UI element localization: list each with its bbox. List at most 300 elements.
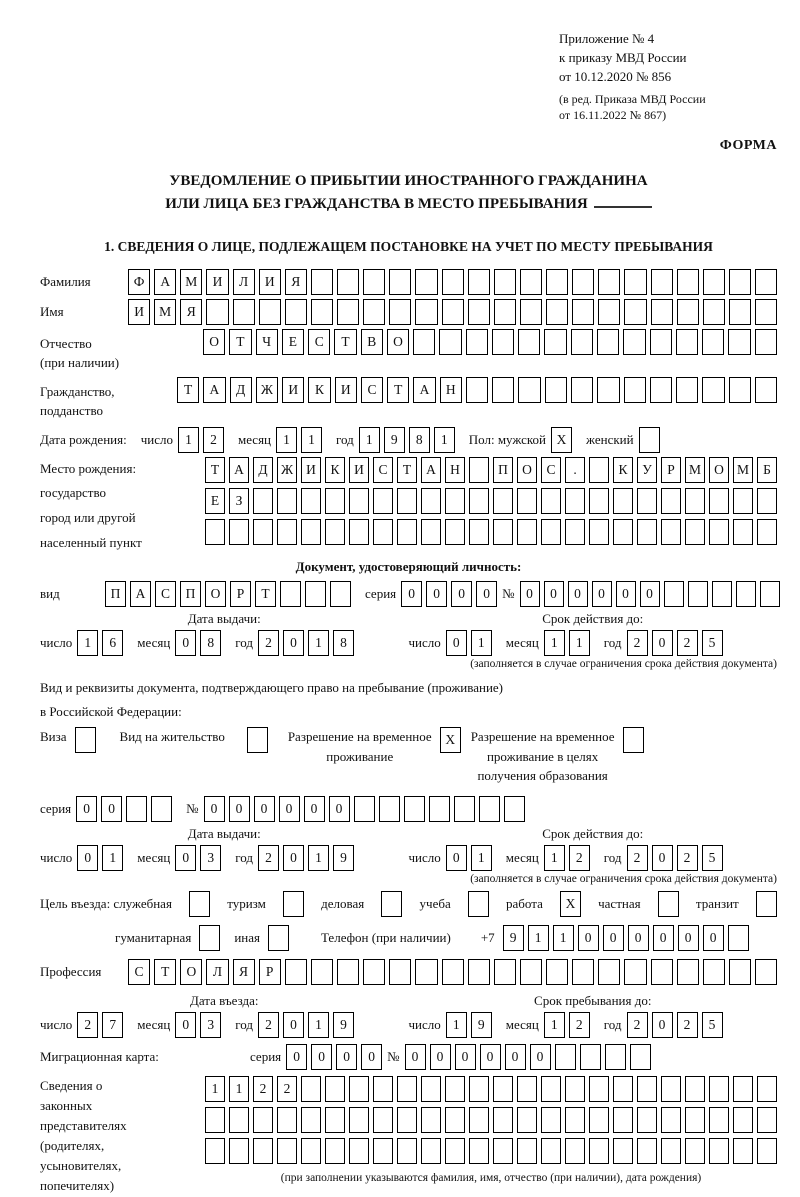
char-cell[interactable]: [389, 269, 411, 295]
char-cell[interactable]: [349, 488, 369, 514]
char-cell[interactable]: [733, 1076, 753, 1102]
char-cell[interactable]: [605, 1044, 626, 1070]
char-cell[interactable]: 0: [336, 1044, 357, 1070]
char-cell[interactable]: [637, 1076, 657, 1102]
char-cell[interactable]: [454, 796, 475, 822]
char-cell[interactable]: 0: [175, 1012, 196, 1038]
char-cell[interactable]: 0: [361, 1044, 382, 1070]
char-cell[interactable]: 1: [544, 845, 565, 871]
char-cell[interactable]: [546, 269, 568, 295]
char-cell[interactable]: [379, 796, 400, 822]
char-cell[interactable]: [397, 1138, 417, 1164]
char-cell[interactable]: [325, 1076, 345, 1102]
char-cell[interactable]: 1: [308, 1012, 329, 1038]
char-cell[interactable]: 0: [426, 581, 447, 607]
char-cell[interactable]: [253, 1107, 273, 1133]
char-cell[interactable]: 9: [503, 925, 524, 951]
char-cell[interactable]: Л: [233, 269, 255, 295]
char-cell[interactable]: [685, 1138, 705, 1164]
char-cell[interactable]: [466, 377, 488, 403]
char-cell[interactable]: [253, 1138, 273, 1164]
char-cell[interactable]: [685, 488, 705, 514]
char-cell[interactable]: 0: [283, 1012, 304, 1038]
char-cell[interactable]: [373, 1076, 393, 1102]
char-cell[interactable]: [650, 329, 672, 355]
char-cell[interactable]: [630, 1044, 651, 1070]
char-cell[interactable]: 0: [254, 796, 275, 822]
char-cell[interactable]: 2: [277, 1076, 297, 1102]
char-cell[interactable]: 0: [430, 1044, 451, 1070]
char-cell[interactable]: [755, 377, 777, 403]
char-cell[interactable]: [520, 299, 542, 325]
char-cell[interactable]: [637, 1107, 657, 1133]
char-cell[interactable]: [277, 488, 297, 514]
char-cell[interactable]: 0: [304, 796, 325, 822]
purpose-tourism-checkbox[interactable]: [283, 891, 304, 917]
char-cell[interactable]: 0: [279, 796, 300, 822]
char-cell[interactable]: [520, 269, 542, 295]
char-cell[interactable]: А: [229, 457, 249, 483]
char-cell[interactable]: [468, 299, 490, 325]
char-cell[interactable]: [757, 1076, 777, 1102]
char-cell[interactable]: [541, 1076, 561, 1102]
char-cell[interactable]: [702, 377, 724, 403]
char-cell[interactable]: 0: [101, 796, 122, 822]
char-cell[interactable]: [589, 519, 609, 545]
char-cell[interactable]: [325, 1138, 345, 1164]
char-cell[interactable]: В: [361, 329, 383, 355]
char-cell[interactable]: 0: [455, 1044, 476, 1070]
char-cell[interactable]: [733, 1107, 753, 1133]
char-cell[interactable]: [571, 329, 593, 355]
char-cell[interactable]: 8: [200, 630, 221, 656]
char-cell[interactable]: [415, 269, 437, 295]
char-cell[interactable]: П: [493, 457, 513, 483]
char-cell[interactable]: 1: [77, 630, 98, 656]
char-cell[interactable]: [755, 269, 777, 295]
char-cell[interactable]: И: [301, 457, 321, 483]
char-cell[interactable]: [330, 581, 351, 607]
char-cell[interactable]: [397, 519, 417, 545]
char-cell[interactable]: [729, 959, 751, 985]
char-cell[interactable]: [397, 488, 417, 514]
char-cell[interactable]: 9: [333, 845, 354, 871]
char-cell[interactable]: [429, 796, 450, 822]
char-cell[interactable]: 0: [311, 1044, 332, 1070]
char-cell[interactable]: [565, 1138, 585, 1164]
char-cell[interactable]: [469, 1076, 489, 1102]
char-cell[interactable]: 0: [286, 1044, 307, 1070]
char-cell[interactable]: 0: [578, 925, 599, 951]
char-cell[interactable]: Р: [259, 959, 281, 985]
char-cell[interactable]: [494, 269, 516, 295]
char-cell[interactable]: 2: [258, 845, 279, 871]
char-cell[interactable]: Д: [230, 377, 252, 403]
char-cell[interactable]: [492, 329, 514, 355]
char-cell[interactable]: [729, 269, 751, 295]
char-cell[interactable]: [589, 457, 609, 483]
char-cell[interactable]: [301, 1076, 321, 1102]
char-cell[interactable]: [613, 1138, 633, 1164]
char-cell[interactable]: 2: [258, 630, 279, 656]
char-cell[interactable]: [709, 519, 729, 545]
char-cell[interactable]: [709, 1107, 729, 1133]
char-cell[interactable]: О: [205, 581, 226, 607]
char-cell[interactable]: [493, 519, 513, 545]
char-cell[interactable]: 8: [409, 427, 430, 453]
char-cell[interactable]: [517, 519, 537, 545]
char-cell[interactable]: [589, 1138, 609, 1164]
char-cell[interactable]: [565, 1107, 585, 1133]
char-cell[interactable]: Р: [661, 457, 681, 483]
char-cell[interactable]: К: [308, 377, 330, 403]
char-cell[interactable]: [520, 959, 542, 985]
char-cell[interactable]: [613, 1107, 633, 1133]
char-cell[interactable]: [397, 1076, 417, 1102]
char-cell[interactable]: 2: [677, 1012, 698, 1038]
char-cell[interactable]: 0: [544, 581, 564, 607]
char-cell[interactable]: [311, 959, 333, 985]
char-cell[interactable]: [624, 959, 646, 985]
char-cell[interactable]: 0: [653, 925, 674, 951]
char-cell[interactable]: 1: [471, 845, 492, 871]
char-cell[interactable]: [736, 581, 756, 607]
char-cell[interactable]: Т: [334, 329, 356, 355]
char-cell[interactable]: 0: [640, 581, 660, 607]
char-cell[interactable]: [572, 269, 594, 295]
char-cell[interactable]: [151, 796, 172, 822]
purpose-study-checkbox[interactable]: [468, 891, 489, 917]
char-cell[interactable]: [702, 329, 724, 355]
char-cell[interactable]: [624, 269, 646, 295]
char-cell[interactable]: [206, 299, 228, 325]
char-cell[interactable]: 5: [702, 630, 723, 656]
residence-permit-checkbox[interactable]: [247, 727, 268, 753]
char-cell[interactable]: [703, 959, 725, 985]
char-cell[interactable]: 0: [405, 1044, 426, 1070]
char-cell[interactable]: [755, 959, 777, 985]
char-cell[interactable]: [685, 1076, 705, 1102]
char-cell[interactable]: [757, 519, 777, 545]
char-cell[interactable]: 0: [76, 796, 97, 822]
char-cell[interactable]: 1: [308, 845, 329, 871]
char-cell[interactable]: [493, 1107, 513, 1133]
char-cell[interactable]: К: [325, 457, 345, 483]
purpose-delovaya-checkbox[interactable]: [381, 891, 402, 917]
char-cell[interactable]: 0: [628, 925, 649, 951]
char-cell[interactable]: [613, 488, 633, 514]
char-cell[interactable]: [325, 488, 345, 514]
char-cell[interactable]: С: [128, 959, 150, 985]
char-cell[interactable]: [709, 488, 729, 514]
char-cell[interactable]: [469, 457, 489, 483]
char-cell[interactable]: [572, 959, 594, 985]
char-cell[interactable]: М: [685, 457, 705, 483]
char-cell[interactable]: Ч: [256, 329, 278, 355]
char-cell[interactable]: П: [180, 581, 201, 607]
char-cell[interactable]: [728, 329, 750, 355]
char-cell[interactable]: [280, 581, 301, 607]
char-cell[interactable]: 0: [652, 845, 673, 871]
char-cell[interactable]: 3: [200, 845, 221, 871]
char-cell[interactable]: [661, 519, 681, 545]
char-cell[interactable]: [703, 269, 725, 295]
char-cell[interactable]: [301, 1138, 321, 1164]
char-cell[interactable]: 0: [480, 1044, 501, 1070]
char-cell[interactable]: [325, 1107, 345, 1133]
char-cell[interactable]: 1: [553, 925, 574, 951]
char-cell[interactable]: [349, 1138, 369, 1164]
char-cell[interactable]: 0: [175, 845, 196, 871]
purpose-business-checkbox[interactable]: [189, 891, 210, 917]
char-cell[interactable]: 2: [627, 1012, 648, 1038]
char-cell[interactable]: [413, 329, 435, 355]
char-cell[interactable]: [651, 299, 673, 325]
char-cell[interactable]: [205, 1107, 225, 1133]
char-cell[interactable]: [311, 269, 333, 295]
char-cell[interactable]: 1: [276, 427, 297, 453]
char-cell[interactable]: Н: [440, 377, 462, 403]
char-cell[interactable]: [442, 269, 464, 295]
char-cell[interactable]: И: [335, 377, 357, 403]
char-cell[interactable]: [755, 329, 777, 355]
char-cell[interactable]: 1: [178, 427, 199, 453]
char-cell[interactable]: [755, 299, 777, 325]
char-cell[interactable]: 0: [283, 630, 304, 656]
char-cell[interactable]: [651, 959, 673, 985]
char-cell[interactable]: 9: [384, 427, 405, 453]
char-cell[interactable]: [712, 581, 732, 607]
char-cell[interactable]: [205, 519, 225, 545]
char-cell[interactable]: [363, 269, 385, 295]
char-cell[interactable]: [555, 1044, 576, 1070]
char-cell[interactable]: [415, 959, 437, 985]
char-cell[interactable]: [572, 299, 594, 325]
char-cell[interactable]: [277, 1138, 297, 1164]
char-cell[interactable]: [517, 488, 537, 514]
char-cell[interactable]: [703, 299, 725, 325]
char-cell[interactable]: [517, 1076, 537, 1102]
char-cell[interactable]: 1: [102, 845, 123, 871]
char-cell[interactable]: 2: [203, 427, 224, 453]
char-cell[interactable]: [305, 581, 326, 607]
char-cell[interactable]: [676, 329, 698, 355]
char-cell[interactable]: О: [180, 959, 202, 985]
char-cell[interactable]: [421, 488, 441, 514]
char-cell[interactable]: 5: [702, 1012, 723, 1038]
char-cell[interactable]: [589, 488, 609, 514]
char-cell[interactable]: 2: [677, 630, 698, 656]
char-cell[interactable]: Б: [757, 457, 777, 483]
char-cell[interactable]: [733, 519, 753, 545]
char-cell[interactable]: [624, 299, 646, 325]
char-cell[interactable]: [337, 269, 359, 295]
char-cell[interactable]: И: [206, 269, 228, 295]
char-cell[interactable]: Л: [206, 959, 228, 985]
char-cell[interactable]: [354, 796, 375, 822]
char-cell[interactable]: [285, 299, 307, 325]
char-cell[interactable]: [373, 519, 393, 545]
char-cell[interactable]: [277, 1107, 297, 1133]
char-cell[interactable]: 0: [446, 845, 467, 871]
char-cell[interactable]: С: [373, 457, 393, 483]
char-cell[interactable]: [253, 488, 273, 514]
char-cell[interactable]: [664, 581, 684, 607]
char-cell[interactable]: И: [349, 457, 369, 483]
char-cell[interactable]: [729, 299, 751, 325]
char-cell[interactable]: [325, 519, 345, 545]
char-cell[interactable]: [445, 1076, 465, 1102]
char-cell[interactable]: [728, 925, 749, 951]
char-cell[interactable]: [469, 1138, 489, 1164]
char-cell[interactable]: 0: [603, 925, 624, 951]
char-cell[interactable]: С: [155, 581, 176, 607]
char-cell[interactable]: [545, 377, 567, 403]
char-cell[interactable]: О: [709, 457, 729, 483]
char-cell[interactable]: Д: [253, 457, 273, 483]
char-cell[interactable]: 1: [229, 1076, 249, 1102]
char-cell[interactable]: А: [130, 581, 151, 607]
char-cell[interactable]: [494, 959, 516, 985]
char-cell[interactable]: [493, 1076, 513, 1102]
char-cell[interactable]: 1: [308, 630, 329, 656]
char-cell[interactable]: [541, 1107, 561, 1133]
char-cell[interactable]: [685, 1107, 705, 1133]
char-cell[interactable]: У: [637, 457, 657, 483]
char-cell[interactable]: [541, 1138, 561, 1164]
char-cell[interactable]: [613, 519, 633, 545]
char-cell[interactable]: [589, 1107, 609, 1133]
char-cell[interactable]: Е: [205, 488, 225, 514]
char-cell[interactable]: [337, 959, 359, 985]
char-cell[interactable]: [544, 329, 566, 355]
char-cell[interactable]: [373, 1107, 393, 1133]
char-cell[interactable]: 5: [702, 845, 723, 871]
temp-permit-edu-checkbox[interactable]: [623, 727, 644, 753]
char-cell[interactable]: [546, 959, 568, 985]
char-cell[interactable]: [469, 488, 489, 514]
char-cell[interactable]: [126, 796, 147, 822]
temp-permit-checkbox[interactable]: X: [440, 727, 461, 753]
char-cell[interactable]: М: [180, 269, 202, 295]
char-cell[interactable]: 0: [530, 1044, 551, 1070]
char-cell[interactable]: [373, 488, 393, 514]
char-cell[interactable]: 0: [505, 1044, 526, 1070]
char-cell[interactable]: 1: [569, 630, 590, 656]
char-cell[interactable]: Е: [282, 329, 304, 355]
char-cell[interactable]: [637, 519, 657, 545]
char-cell[interactable]: И: [282, 377, 304, 403]
char-cell[interactable]: З: [229, 488, 249, 514]
char-cell[interactable]: Ж: [256, 377, 278, 403]
char-cell[interactable]: [517, 1107, 537, 1133]
char-cell[interactable]: [445, 519, 465, 545]
char-cell[interactable]: 8: [333, 630, 354, 656]
char-cell[interactable]: 0: [401, 581, 422, 607]
char-cell[interactable]: [688, 581, 708, 607]
char-cell[interactable]: С: [308, 329, 330, 355]
char-cell[interactable]: [637, 1138, 657, 1164]
char-cell[interactable]: 0: [329, 796, 350, 822]
char-cell[interactable]: [546, 299, 568, 325]
char-cell[interactable]: [389, 959, 411, 985]
char-cell[interactable]: [469, 1107, 489, 1133]
char-cell[interactable]: С: [541, 457, 561, 483]
char-cell[interactable]: 0: [446, 630, 467, 656]
char-cell[interactable]: [541, 519, 561, 545]
char-cell[interactable]: 2: [627, 630, 648, 656]
char-cell[interactable]: М: [733, 457, 753, 483]
char-cell[interactable]: [253, 519, 273, 545]
char-cell[interactable]: 0: [520, 581, 540, 607]
char-cell[interactable]: 0: [229, 796, 250, 822]
char-cell[interactable]: [504, 796, 525, 822]
char-cell[interactable]: [757, 1138, 777, 1164]
char-cell[interactable]: [571, 377, 593, 403]
char-cell[interactable]: 0: [451, 581, 472, 607]
char-cell[interactable]: [709, 1138, 729, 1164]
char-cell[interactable]: [580, 1044, 601, 1070]
char-cell[interactable]: К: [613, 457, 633, 483]
char-cell[interactable]: 0: [175, 630, 196, 656]
char-cell[interactable]: [624, 377, 646, 403]
char-cell[interactable]: [466, 329, 488, 355]
char-cell[interactable]: [733, 1138, 753, 1164]
char-cell[interactable]: 2: [569, 1012, 590, 1038]
char-cell[interactable]: 7: [102, 1012, 123, 1038]
char-cell[interactable]: [468, 269, 490, 295]
char-cell[interactable]: И: [128, 299, 150, 325]
char-cell[interactable]: [445, 1107, 465, 1133]
char-cell[interactable]: [285, 959, 307, 985]
char-cell[interactable]: 0: [652, 1012, 673, 1038]
char-cell[interactable]: [676, 377, 698, 403]
char-cell[interactable]: 1: [359, 427, 380, 453]
char-cell[interactable]: Т: [205, 457, 225, 483]
char-cell[interactable]: [337, 299, 359, 325]
char-cell[interactable]: [677, 299, 699, 325]
char-cell[interactable]: 0: [616, 581, 636, 607]
char-cell[interactable]: [729, 377, 751, 403]
char-cell[interactable]: 1: [434, 427, 455, 453]
purpose-private-checkbox[interactable]: [658, 891, 679, 917]
char-cell[interactable]: [598, 269, 620, 295]
char-cell[interactable]: [415, 299, 437, 325]
char-cell[interactable]: Т: [154, 959, 176, 985]
char-cell[interactable]: 1: [446, 1012, 467, 1038]
char-cell[interactable]: [685, 519, 705, 545]
char-cell[interactable]: 0: [283, 845, 304, 871]
char-cell[interactable]: 1: [205, 1076, 225, 1102]
char-cell[interactable]: [589, 1076, 609, 1102]
char-cell[interactable]: [597, 377, 619, 403]
char-cell[interactable]: [651, 269, 673, 295]
char-cell[interactable]: [650, 377, 672, 403]
char-cell[interactable]: Т: [397, 457, 417, 483]
char-cell[interactable]: [397, 1107, 417, 1133]
char-cell[interactable]: [661, 1107, 681, 1133]
char-cell[interactable]: 2: [677, 845, 698, 871]
char-cell[interactable]: [363, 299, 385, 325]
char-cell[interactable]: [277, 519, 297, 545]
char-cell[interactable]: [598, 959, 620, 985]
char-cell[interactable]: 3: [200, 1012, 221, 1038]
char-cell[interactable]: Т: [177, 377, 199, 403]
char-cell[interactable]: [259, 299, 281, 325]
char-cell[interactable]: 6: [102, 630, 123, 656]
char-cell[interactable]: [541, 488, 561, 514]
char-cell[interactable]: [661, 488, 681, 514]
